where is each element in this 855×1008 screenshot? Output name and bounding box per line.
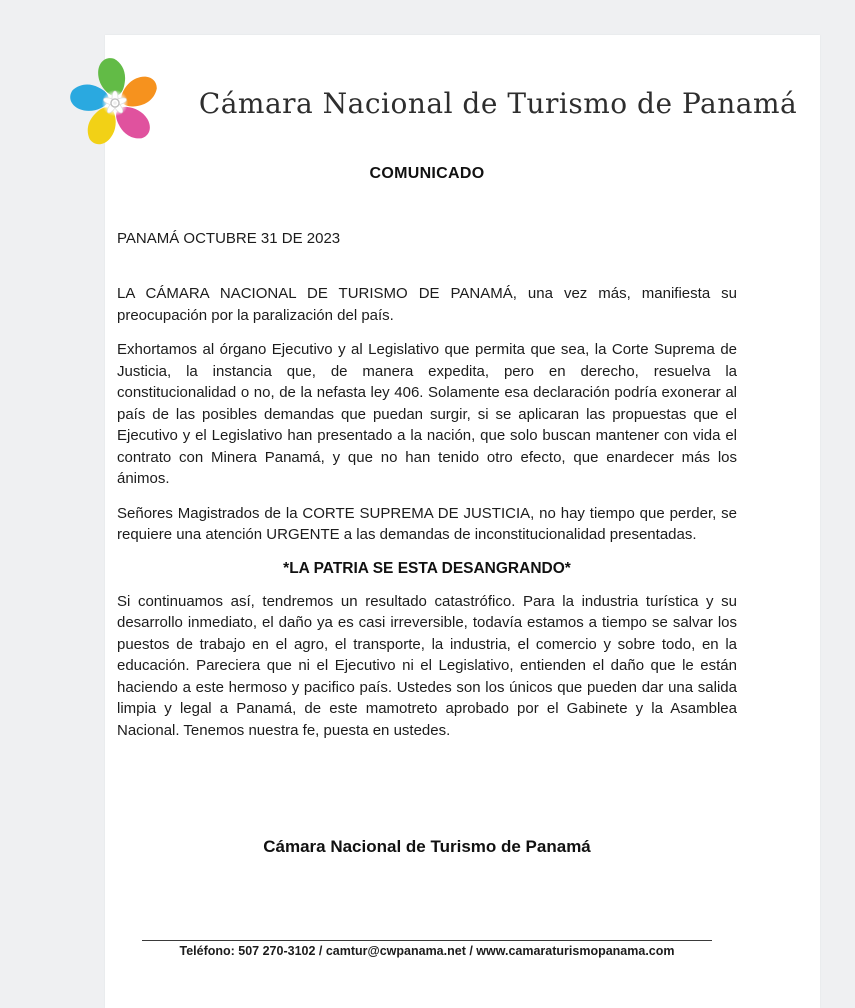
date-line: PANAMÁ OCTUBRE 31 DE 2023	[117, 230, 341, 247]
document-content	[105, 57, 820, 857]
org-name: Cámara Nacional de Turismo de Panamá	[198, 86, 798, 120]
paragraph-conclusion: Si continuamos así, tendremos un resultado catastrófico. Para la industria turística y su desarrollo inmediato, el daño ya es casi irreversible, todavía estamos a tiempo se salvar los puestos de trabajo en el agro, el transporte, la industria, el comercio y sobre todo, en la educación. Pareciera que ni el Ejecutivo ni el Legislativo, entienden el daño que le están haciendo a este hermoso y pacifico país. Ustedes son los únicos que pueden dar una salida limpia y legal a Panamá, de este mamotreto aprobado por el Gabinete y la Asamblea Nacional. Tenemos nuestra fe, puesta en ustedes.	[117, 592, 737, 739]
signature-line: Cámara Nacional de Turismo de Panamá	[263, 837, 591, 856]
document-title: COMUNICADO	[369, 165, 485, 182]
canatur-flower-icon	[57, 57, 173, 149]
footer-contact: Teléfono: 507 270-3102 / camtur@cwpanama.net / www.camaraturismopanama.com	[179, 944, 675, 958]
document-footer	[117, 940, 737, 958]
emphasis-heading: *LA PATRIA SE ESTA DESANGRANDO*	[283, 559, 571, 577]
footer-rule	[142, 940, 712, 941]
paragraph-exhortation: Exhortamos al órgano Ejecutivo y al Legislativo que permita que sea, la Corte Suprema de Justicia, la instancia que, de manera expedita, pero en derecho, resuelva la constitucionalidad o no, de la nefasta ley 406. Solamente esa declaración podría exonerar al país de las posibles demandas que puedan surgir, si se aplicaran las propuestas que el Ejecutivo y el Legislativo han presentado a la nación, que solo buscan mantener con vida el contrato con Minera Panamá, y que no han tenido otro efecto, que enardecer más los ánimos.	[117, 341, 737, 487]
letterhead	[117, 57, 798, 149]
paragraph-magistrados: Señores Magistrados de la CORTE SUPREMA DE JUSTICIA, no hay tiempo que perder, se requiere una atención URGENTE a las demandas de inconstitucionalidad presentadas.	[117, 504, 737, 543]
document-page	[105, 35, 820, 1008]
paragraph-intro: LA CÁMARA NACIONAL DE TURISMO DE PANAMÁ, una vez más, manifiesta su preocupación por la paralización del país.	[117, 285, 737, 324]
